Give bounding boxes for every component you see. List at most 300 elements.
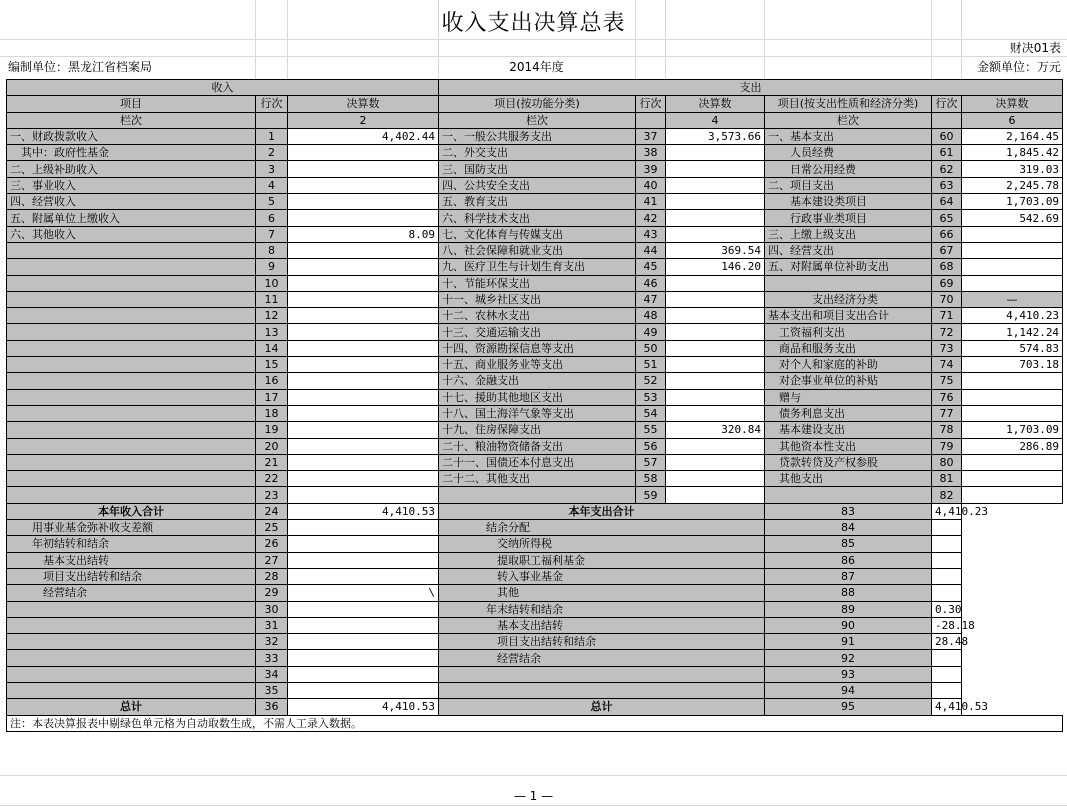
expense-econ-item-cell[interactable]: 日常公用经费 <box>765 161 932 177</box>
expense-func-item-cell[interactable]: 十九、住房保障支出 <box>439 422 636 438</box>
expense-func-line-cell[interactable]: 46 <box>636 275 666 291</box>
income-line-cell[interactable]: 26 <box>256 536 288 552</box>
expense-func-item-cell[interactable]: 七、文化体育与传媒支出 <box>439 226 636 242</box>
expense-econ-amount-cell[interactable] <box>962 389 1063 405</box>
expense-econ-line-cell[interactable]: 75 <box>932 373 962 389</box>
expense-func-amount-cell[interactable] <box>666 357 765 373</box>
income-amount-cell[interactable] <box>288 308 439 324</box>
table-row <box>7 405 1063 421</box>
income-item-cell[interactable]: 其中：政府性基金 <box>7 145 256 161</box>
income-amount-cell[interactable] <box>288 422 439 438</box>
expense-func-line-cell[interactable]: 39 <box>636 161 666 177</box>
expense-item-cell[interactable]: 经营结余 <box>439 650 765 666</box>
income-line-cell[interactable]: 32 <box>256 634 288 650</box>
expense-econ-amount-cell[interactable]: 2,164.45 <box>962 128 1063 144</box>
expense-econ-amount-cell[interactable]: 4,410.23 <box>962 308 1063 324</box>
expense-func-line-cell[interactable]: 52 <box>636 373 666 389</box>
column-no-2: 2 <box>288 112 439 128</box>
expense-total-amount[interactable]: 4,410.23 <box>932 503 962 519</box>
expense-func-item-cell[interactable]: 二、外交支出 <box>439 145 636 161</box>
expense-func-item-cell[interactable]: 二十一、国债还本付息支出 <box>439 454 636 470</box>
header-amount: 决算数 <box>962 96 1063 112</box>
expense-item-cell[interactable]: 其他 <box>439 585 765 601</box>
expense-func-line-cell[interactable]: 42 <box>636 210 666 226</box>
expense-func-item-cell[interactable]: 六、科学技术支出 <box>439 210 636 226</box>
expense-econ-amount-cell[interactable]: 574.83 <box>962 340 1063 356</box>
expense-econ-line-cell[interactable]: 61 <box>932 145 962 161</box>
expense-func-line-cell[interactable]: 49 <box>636 324 666 340</box>
expense-econ-amount-cell[interactable] <box>962 471 1063 487</box>
income-item-cell[interactable] <box>7 308 256 324</box>
income-amount-cell[interactable] <box>288 324 439 340</box>
table-row <box>7 128 1063 144</box>
expense-func-line-cell[interactable]: 54 <box>636 405 666 421</box>
expense-amount-cell[interactable] <box>932 666 962 682</box>
income-item-cell[interactable]: 基本支出结转 <box>7 552 256 568</box>
income-amount-cell[interactable] <box>288 177 439 193</box>
income-item-cell[interactable] <box>7 259 256 275</box>
income-amount-cell[interactable] <box>288 552 439 568</box>
expense-econ-amount-cell[interactable]: 1,703.09 <box>962 194 1063 210</box>
income-amount-cell[interactable] <box>288 210 439 226</box>
expense-item-cell[interactable]: 结余分配 <box>439 520 765 536</box>
expense-func-item-cell[interactable]: 十一、城乡社区支出 <box>439 291 636 307</box>
income-line-cell[interactable]: 22 <box>256 471 288 487</box>
expense-item-cell[interactable]: 基本支出结转 <box>439 617 765 633</box>
income-item-cell[interactable] <box>7 650 256 666</box>
table-row <box>7 259 1063 275</box>
income-line-cell[interactable]: 17 <box>256 389 288 405</box>
expense-func-line-cell[interactable]: 40 <box>636 177 666 193</box>
expense-item-cell[interactable]: 转入事业基金 <box>439 568 765 584</box>
expense-func-item-cell[interactable]: 十三、交通运输支出 <box>439 324 636 340</box>
expense-econ-item-cell[interactable]: 四、经营支出 <box>765 242 932 258</box>
expense-econ-line-cell[interactable]: 60 <box>932 128 962 144</box>
income-line-cell[interactable]: 5 <box>256 194 288 210</box>
blank-cell <box>932 112 962 128</box>
expense-econ-line-cell[interactable]: 63 <box>932 177 962 193</box>
income-line-cell[interactable]: 3 <box>256 161 288 177</box>
expense-econ-item-cell[interactable]: 基本支出和项目支出合计 <box>765 308 932 324</box>
header-line-no: 行次 <box>636 96 666 112</box>
income-amount-cell[interactable] <box>288 405 439 421</box>
expense-func-item-cell[interactable]: 十二、农林水支出 <box>439 308 636 324</box>
income-line-cell[interactable]: 10 <box>256 275 288 291</box>
income-amount-cell[interactable] <box>288 291 439 307</box>
income-expense-total-row <box>7 503 1063 519</box>
income-item-cell[interactable]: 五、附属单位上缴收入 <box>7 210 256 226</box>
expense-func-amount-cell[interactable]: 369.54 <box>666 242 765 258</box>
expense-econ-item-cell[interactable]: 支出经济分类 <box>765 291 932 307</box>
report-year: 2014年度 <box>509 60 564 74</box>
expense-func-line-cell[interactable]: 37 <box>636 128 666 144</box>
income-item-cell[interactable]: 年初结转和结余 <box>7 536 256 552</box>
expense-econ-item-cell[interactable]: 债务利息支出 <box>765 405 932 421</box>
expense-func-item-cell[interactable]: 十、节能环保支出 <box>439 275 636 291</box>
expense-line-cell[interactable]: 89 <box>765 601 932 617</box>
expense-func-line-cell[interactable]: 41 <box>636 194 666 210</box>
income-amount-cell[interactable] <box>288 389 439 405</box>
expense-econ-line-cell[interactable]: 74 <box>932 357 962 373</box>
income-item-cell[interactable] <box>7 389 256 405</box>
expense-amount-cell[interactable] <box>932 682 962 698</box>
expense-econ-item-cell[interactable]: 一、基本支出 <box>765 128 932 144</box>
income-line-cell[interactable]: 20 <box>256 438 288 454</box>
income-item-cell[interactable] <box>7 617 256 633</box>
expense-econ-item-cell[interactable]: 贷款转贷及产权参股 <box>765 454 932 470</box>
expense-econ-amount-cell[interactable]: 286.89 <box>962 438 1063 454</box>
income-line-cell[interactable]: 1 <box>256 128 288 144</box>
expense-econ-amount-cell[interactable] <box>962 226 1063 242</box>
expense-func-item-cell[interactable]: 五、教育支出 <box>439 194 636 210</box>
expense-func-item-cell[interactable]: 十四、资源勘探信息等支出 <box>439 340 636 356</box>
expense-econ-line-cell[interactable]: 81 <box>932 471 962 487</box>
income-total-amount[interactable]: 4,410.53 <box>288 503 439 519</box>
expense-amount-cell[interactable]: 0.30 <box>932 601 962 617</box>
expense-item-cell[interactable] <box>439 666 765 682</box>
expense-econ-amount-cell[interactable] <box>962 405 1063 421</box>
expense-econ-amount-cell[interactable] <box>962 242 1063 258</box>
expense-econ-item-cell[interactable]: 商品和服务支出 <box>765 340 932 356</box>
income-amount-cell[interactable] <box>288 340 439 356</box>
expense-econ-amount-cell[interactable]: — <box>962 291 1063 307</box>
expense-grand-total-label[interactable]: 总计 <box>439 699 765 715</box>
expense-func-amount-cell[interactable] <box>666 210 765 226</box>
income-item-cell[interactable] <box>7 634 256 650</box>
expense-func-line-cell[interactable]: 38 <box>636 145 666 161</box>
expense-func-line-cell[interactable]: 44 <box>636 242 666 258</box>
income-amount-cell[interactable] <box>288 471 439 487</box>
expense-econ-amount-cell[interactable] <box>962 373 1063 389</box>
expense-econ-amount-cell[interactable]: 1,703.09 <box>962 422 1063 438</box>
income-line-cell[interactable]: 30 <box>256 601 288 617</box>
income-amount-cell[interactable]: 4,402.44 <box>288 128 439 144</box>
expense-func-item-cell[interactable]: 八、社会保障和就业支出 <box>439 242 636 258</box>
expense-func-item-cell[interactable]: 一、一般公共服务支出 <box>439 128 636 144</box>
expense-total-label[interactable]: 本年支出合计 <box>439 503 765 519</box>
income-amount-cell[interactable] <box>288 634 439 650</box>
income-item-cell[interactable]: 六、其他收入 <box>7 226 256 242</box>
expense-item-cell[interactable] <box>439 682 765 698</box>
expense-econ-item-cell[interactable]: 基本建设类项目 <box>765 194 932 210</box>
income-line-cell[interactable]: 16 <box>256 373 288 389</box>
expense-func-item-cell[interactable]: 九、医疗卫生与计划生育支出 <box>439 259 636 275</box>
income-item-cell[interactable] <box>7 324 256 340</box>
expense-amount-cell[interactable] <box>932 650 962 666</box>
expense-func-line-cell[interactable]: 50 <box>636 340 666 356</box>
expense-func-item-cell[interactable]: 四、公共安全支出 <box>439 177 636 193</box>
income-total-line[interactable]: 24 <box>256 503 288 519</box>
income-line-cell[interactable]: 34 <box>256 666 288 682</box>
income-amount-cell[interactable] <box>288 601 439 617</box>
expense-line-cell[interactable]: 93 <box>765 666 932 682</box>
expense-func-amount-cell[interactable] <box>666 291 765 307</box>
expense-line-cell[interactable]: 87 <box>765 568 932 584</box>
expense-econ-line-cell[interactable]: 76 <box>932 389 962 405</box>
income-line-cell[interactable]: 23 <box>256 487 288 503</box>
expense-econ-line-cell[interactable]: 70 <box>932 291 962 307</box>
income-item-cell[interactable] <box>7 373 256 389</box>
expense-func-amount-cell[interactable] <box>666 340 765 356</box>
expense-econ-item-cell[interactable]: 二、项目支出 <box>765 177 932 193</box>
income-amount-cell[interactable] <box>288 650 439 666</box>
income-item-cell[interactable] <box>7 438 256 454</box>
expense-amount-cell[interactable] <box>932 520 962 536</box>
income-line-cell[interactable]: 25 <box>256 520 288 536</box>
income-item-cell[interactable]: 四、经营收入 <box>7 194 256 210</box>
expense-econ-item-cell[interactable]: 三、上缴上级支出 <box>765 226 932 242</box>
expense-econ-item-cell[interactable]: 人员经费 <box>765 145 932 161</box>
expense-func-amount-cell[interactable] <box>666 161 765 177</box>
income-item-cell[interactable] <box>7 405 256 421</box>
income-line-cell[interactable]: 13 <box>256 324 288 340</box>
income-line-cell[interactable]: 6 <box>256 210 288 226</box>
expense-func-amount-cell[interactable] <box>666 324 765 340</box>
expense-func-line-cell[interactable]: 56 <box>636 438 666 454</box>
income-item-cell[interactable] <box>7 666 256 682</box>
expense-func-line-cell[interactable]: 57 <box>636 454 666 470</box>
table-row <box>7 340 1063 356</box>
expense-line-cell[interactable]: 84 <box>765 520 932 536</box>
income-item-cell[interactable] <box>7 601 256 617</box>
expense-amount-cell[interactable] <box>932 568 962 584</box>
expense-econ-line-cell[interactable]: 82 <box>932 487 962 503</box>
expense-econ-item-cell[interactable] <box>765 275 932 291</box>
expense-func-amount-cell[interactable]: 146.20 <box>666 259 765 275</box>
income-item-cell[interactable]: 经营结余 <box>7 585 256 601</box>
income-line-cell[interactable]: 9 <box>256 259 288 275</box>
expense-func-amount-cell[interactable] <box>666 275 765 291</box>
expense-func-amount-cell[interactable] <box>666 454 765 470</box>
expense-func-item-cell[interactable]: 十五、商业服务业等支出 <box>439 357 636 373</box>
income-line-cell[interactable]: 35 <box>256 682 288 698</box>
expense-func-amount-cell[interactable] <box>666 471 765 487</box>
final-accounts-table <box>6 79 1063 732</box>
expense-grand-total-line[interactable]: 95 <box>765 699 932 715</box>
section-header-row <box>7 80 1063 96</box>
expense-econ-item-cell[interactable]: 赠与 <box>765 389 932 405</box>
expense-func-amount-cell[interactable] <box>666 226 765 242</box>
expense-total-line[interactable]: 83 <box>765 503 932 519</box>
expense-econ-line-cell[interactable]: 73 <box>932 340 962 356</box>
income-item-cell[interactable] <box>7 487 256 503</box>
income-amount-cell[interactable] <box>288 194 439 210</box>
expense-amount-cell[interactable] <box>932 552 962 568</box>
expense-econ-item-cell[interactable]: 五、对附属单位补助支出 <box>765 259 932 275</box>
expense-econ-item-cell[interactable]: 对个人和家庭的补助 <box>765 357 932 373</box>
expense-econ-item-cell[interactable]: 其他支出 <box>765 471 932 487</box>
table-row <box>7 471 1063 487</box>
income-amount-cell[interactable] <box>288 242 439 258</box>
income-line-cell[interactable]: 31 <box>256 617 288 633</box>
expense-line-cell[interactable]: 94 <box>765 682 932 698</box>
expense-item-cell[interactable]: 交纳所得税 <box>439 536 765 552</box>
income-amount-cell[interactable] <box>288 357 439 373</box>
expense-econ-amount-cell[interactable]: 1,845.42 <box>962 145 1063 161</box>
income-amount-cell[interactable] <box>288 536 439 552</box>
income-line-cell[interactable]: 12 <box>256 308 288 324</box>
expense-econ-item-cell[interactable]: 行政事业类项目 <box>765 210 932 226</box>
expense-econ-amount-cell[interactable]: 319.03 <box>962 161 1063 177</box>
income-line-cell[interactable]: 7 <box>256 226 288 242</box>
income-line-cell[interactable]: 29 <box>256 585 288 601</box>
expense-econ-line-cell[interactable]: 68 <box>932 259 962 275</box>
expense-func-line-cell[interactable]: 58 <box>636 471 666 487</box>
income-amount-cell[interactable] <box>288 666 439 682</box>
income-line-cell[interactable]: 28 <box>256 568 288 584</box>
income-amount-cell[interactable] <box>288 438 439 454</box>
income-line-cell[interactable]: 19 <box>256 422 288 438</box>
income-amount-cell[interactable] <box>288 454 439 470</box>
income-item-cell[interactable] <box>7 454 256 470</box>
expense-econ-line-cell[interactable]: 80 <box>932 454 962 470</box>
expense-econ-line-cell[interactable]: 67 <box>932 242 962 258</box>
income-amount-cell[interactable]: 8.09 <box>288 226 439 242</box>
expense-econ-line-cell[interactable]: 78 <box>932 422 962 438</box>
column-no-4: 4 <box>666 112 765 128</box>
expense-econ-amount-cell[interactable] <box>962 487 1063 503</box>
income-line-cell[interactable]: 8 <box>256 242 288 258</box>
expense-econ-amount-cell[interactable]: 542.69 <box>962 210 1063 226</box>
income-item-cell[interactable]: 二、上级补助收入 <box>7 161 256 177</box>
grand-total-label[interactable]: 总计 <box>7 699 256 715</box>
income-item-cell[interactable] <box>7 340 256 356</box>
expense-func-line-cell[interactable]: 51 <box>636 357 666 373</box>
income-item-cell[interactable] <box>7 682 256 698</box>
expense-func-amount-cell[interactable] <box>666 145 765 161</box>
income-line-cell[interactable]: 27 <box>256 552 288 568</box>
income-line-cell[interactable]: 2 <box>256 145 288 161</box>
expense-amount-cell[interactable] <box>932 585 962 601</box>
income-amount-cell[interactable] <box>288 161 439 177</box>
expense-amount-cell[interactable] <box>932 536 962 552</box>
expense-func-item-cell[interactable]: 十八、国土海洋气象等支出 <box>439 405 636 421</box>
income-item-cell[interactable] <box>7 291 256 307</box>
expense-econ-line-cell[interactable]: 71 <box>932 308 962 324</box>
expense-econ-line-cell[interactable]: 66 <box>932 226 962 242</box>
expense-func-line-cell[interactable]: 43 <box>636 226 666 242</box>
expense-line-cell[interactable]: 86 <box>765 552 932 568</box>
income-item-cell[interactable] <box>7 242 256 258</box>
expense-func-amount-cell[interactable] <box>666 487 765 503</box>
expense-econ-line-cell[interactable]: 64 <box>932 194 962 210</box>
income-total-label[interactable]: 本年收入合计 <box>7 503 256 519</box>
income-amount-cell[interactable] <box>288 487 439 503</box>
income-item-cell[interactable] <box>7 471 256 487</box>
expense-func-line-cell[interactable]: 59 <box>636 487 666 503</box>
expense-item-cell[interactable]: 提取职工福利基金 <box>439 552 765 568</box>
expense-func-amount-cell[interactable]: 3,573.66 <box>666 128 765 144</box>
expense-econ-item-cell[interactable]: 工资福利支出 <box>765 324 932 340</box>
income-line-cell[interactable]: 21 <box>256 454 288 470</box>
expense-func-amount-cell[interactable] <box>666 438 765 454</box>
expense-func-amount-cell[interactable]: 320.84 <box>666 422 765 438</box>
expense-econ-amount-cell[interactable] <box>962 259 1063 275</box>
expense-line-cell[interactable]: 90 <box>765 617 932 633</box>
expense-func-item-cell[interactable]: 二十二、其他支出 <box>439 471 636 487</box>
expense-func-item-cell[interactable]: 十七、援助其他地区支出 <box>439 389 636 405</box>
expense-item-cell[interactable]: 项目支出结转和结余 <box>439 634 765 650</box>
expense-func-line-cell[interactable]: 47 <box>636 291 666 307</box>
income-amount-cell[interactable] <box>288 259 439 275</box>
expense-func-item-cell[interactable]: 三、国防支出 <box>439 161 636 177</box>
expense-line-cell[interactable]: 88 <box>765 585 932 601</box>
expense-func-amount-cell[interactable] <box>666 405 765 421</box>
expense-amount-cell[interactable]: -28.18 <box>932 617 962 633</box>
income-item-cell[interactable]: 用事业基金弥补收支差额 <box>7 520 256 536</box>
grand-total-line[interactable]: 36 <box>256 699 288 715</box>
expense-func-line-cell[interactable]: 53 <box>636 389 666 405</box>
income-amount-cell[interactable] <box>288 617 439 633</box>
expense-line-cell[interactable]: 85 <box>765 536 932 552</box>
blank-cell <box>256 112 288 128</box>
income-amount-cell[interactable] <box>288 275 439 291</box>
expense-econ-item-cell[interactable] <box>765 487 932 503</box>
expense-func-amount-cell[interactable] <box>666 308 765 324</box>
expense-func-item-cell[interactable]: 十六、金融支出 <box>439 373 636 389</box>
expense-func-item-cell[interactable] <box>439 487 636 503</box>
expense-func-amount-cell[interactable] <box>666 389 765 405</box>
expense-econ-amount-cell[interactable] <box>962 275 1063 291</box>
income-item-cell[interactable] <box>7 357 256 373</box>
income-line-cell[interactable]: 11 <box>256 291 288 307</box>
grand-total-amount[interactable]: 4,410.53 <box>288 699 439 715</box>
expense-item-cell[interactable]: 年末结转和结余 <box>439 601 765 617</box>
income-amount-cell[interactable] <box>288 568 439 584</box>
expense-func-item-cell[interactable]: 二十、粮油物资储备支出 <box>439 438 636 454</box>
income-line-cell[interactable]: 4 <box>256 177 288 193</box>
income-line-cell[interactable]: 18 <box>256 405 288 421</box>
income-amount-cell[interactable] <box>288 373 439 389</box>
expense-econ-item-cell[interactable]: 基本建设支出 <box>765 422 932 438</box>
expense-func-amount-cell[interactable] <box>666 177 765 193</box>
expense-econ-amount-cell[interactable]: 2,245.78 <box>962 177 1063 193</box>
expense-grand-total-amount[interactable]: 4,410.53 <box>932 699 962 715</box>
expense-econ-item-cell[interactable]: 对企事业单位的补贴 <box>765 373 932 389</box>
income-item-cell[interactable]: 项目支出结转和结余 <box>7 568 256 584</box>
income-amount-cell[interactable] <box>288 682 439 698</box>
expense-econ-amount-cell[interactable]: 1,142.24 <box>962 324 1063 340</box>
income-item-cell[interactable] <box>7 275 256 291</box>
expense-func-amount-cell[interactable] <box>666 373 765 389</box>
expense-econ-line-cell[interactable]: 69 <box>932 275 962 291</box>
expense-econ-line-cell[interactable]: 72 <box>932 324 962 340</box>
expense-econ-line-cell[interactable]: 62 <box>932 161 962 177</box>
income-line-cell[interactable]: 33 <box>256 650 288 666</box>
expense-econ-line-cell[interactable]: 79 <box>932 438 962 454</box>
expense-econ-line-cell[interactable]: 77 <box>932 405 962 421</box>
expense-line-cell[interactable]: 91 <box>765 634 932 650</box>
income-amount-cell[interactable] <box>288 520 439 536</box>
income-line-cell[interactable]: 14 <box>256 340 288 356</box>
income-amount-cell[interactable]: \ <box>288 585 439 601</box>
expense-func-amount-cell[interactable] <box>666 194 765 210</box>
expense-econ-item-cell[interactable]: 其他资本性支出 <box>765 438 932 454</box>
income-line-cell[interactable]: 15 <box>256 357 288 373</box>
income-item-cell[interactable]: 三、事业收入 <box>7 177 256 193</box>
expense-econ-amount-cell[interactable]: 703.18 <box>962 357 1063 373</box>
income-item-cell[interactable] <box>7 422 256 438</box>
income-item-cell[interactable]: 一、财政拨款收入 <box>7 128 256 144</box>
expense-func-line-cell[interactable]: 45 <box>636 259 666 275</box>
income-amount-cell[interactable] <box>288 145 439 161</box>
expense-econ-line-cell[interactable]: 65 <box>932 210 962 226</box>
expense-func-line-cell[interactable]: 48 <box>636 308 666 324</box>
expense-econ-amount-cell[interactable] <box>962 454 1063 470</box>
expense-line-cell[interactable]: 92 <box>765 650 932 666</box>
expense-func-line-cell[interactable]: 55 <box>636 422 666 438</box>
expense-amount-cell[interactable]: 28.48 <box>932 634 962 650</box>
